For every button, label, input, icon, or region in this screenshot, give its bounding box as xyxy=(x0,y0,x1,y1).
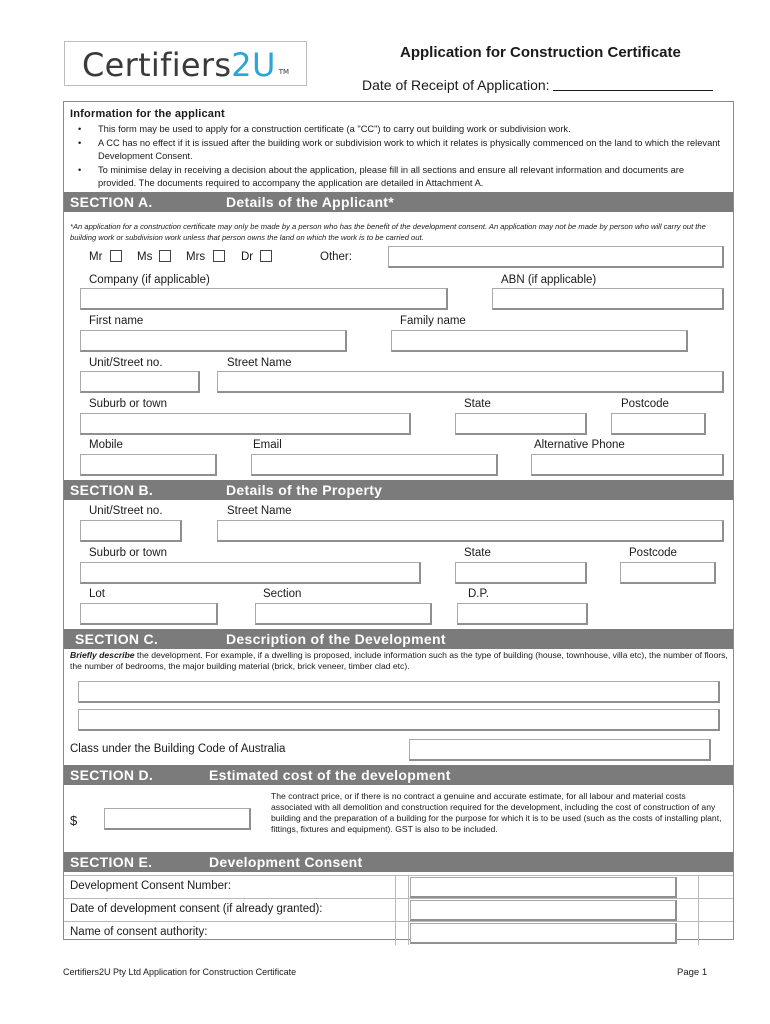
family-name-label: Family name xyxy=(400,315,466,327)
table-divider xyxy=(408,899,409,922)
lot-field[interactable] xyxy=(80,603,218,625)
family-name-field[interactable] xyxy=(391,330,688,352)
applicant-unit-label: Unit/Street no. xyxy=(89,357,163,369)
applicant-postcode-field[interactable] xyxy=(611,413,706,435)
logo-trademark: TM xyxy=(278,68,290,76)
table-divider xyxy=(408,922,409,945)
property-state-field[interactable] xyxy=(455,562,587,584)
bca-class-label: Class under the Building Code of Australia xyxy=(70,743,286,755)
alt-phone-label: Alternative Phone xyxy=(534,439,625,451)
currency-symbol: $ xyxy=(70,813,78,828)
table-divider xyxy=(408,876,409,899)
section-c-title: Description of the Development xyxy=(226,631,446,647)
property-street-field[interactable] xyxy=(217,520,724,542)
property-state-label: State xyxy=(464,547,491,559)
section-b-title: Details of the Property xyxy=(226,482,383,498)
section-c-note-text: the development. For example, if a dwelling is proposed, include information such as the type of building (house, townhouse, villa etc), the number of floors, the number of bedrooms, the major building material (brick, brick veneer, timber clad etc). xyxy=(70,650,728,671)
logo-main: Certifiers xyxy=(82,46,232,84)
first-name-field[interactable] xyxy=(80,330,347,352)
section-a-header xyxy=(64,192,733,212)
table-divider xyxy=(395,876,396,899)
consent-number-label: Development Consent Number: xyxy=(70,880,232,892)
title-mr-label: Mr xyxy=(89,251,103,263)
abn-label: ABN (if applicable) xyxy=(501,274,597,286)
section-d-number: SECTION D. xyxy=(70,767,154,783)
section-a-title: Details of the Applicant* xyxy=(226,194,395,210)
consent-date-label: Date of development consent (if already granted): xyxy=(70,903,323,915)
info-heading: Information for the applicant xyxy=(70,108,225,120)
email-label: Email xyxy=(253,439,282,451)
other-title-label: Other: xyxy=(320,251,352,263)
consent-row xyxy=(64,898,733,921)
applicant-unit-field[interactable] xyxy=(80,371,200,393)
title-mrs-checkbox[interactable] xyxy=(213,250,225,262)
email-field[interactable] xyxy=(251,454,498,476)
applicant-state-field[interactable] xyxy=(455,413,587,435)
table-divider xyxy=(395,922,396,945)
title-dr-checkbox[interactable] xyxy=(260,250,272,262)
footer-company-text: Certifiers2U Pty Ltd Application for Construction Certificate xyxy=(63,967,297,977)
applicant-postcode-label: Postcode xyxy=(621,398,669,410)
description-field-1[interactable] xyxy=(78,681,720,703)
applicant-street-label: Street Name xyxy=(227,357,292,369)
section-b-header xyxy=(64,480,733,500)
section-e-number: SECTION E. xyxy=(70,854,153,870)
section-field[interactable] xyxy=(255,603,432,625)
info-bullet: • To minimise delay in receiving a decision about the application, please fill in all sections and ensure all relevant information and documents are provided. The documents required to accompany the application are detailed in Attachment A. xyxy=(78,164,723,190)
title-ms-label: Ms xyxy=(137,251,153,263)
applicant-suburb-field[interactable] xyxy=(80,413,411,435)
section-c-note-lead: Briefly describe xyxy=(70,650,135,660)
info-bullet: • This form may be used to apply for a construction certificate (a "CC") to carry out building work or subdivision work. xyxy=(78,123,723,136)
document-title: Application for Construction Certificate xyxy=(400,44,681,61)
info-bullet: • A CC has no effect if it is issued after the building work or subdivision work to which it relates is physically commenced on the land to which the relevant Development Consent. xyxy=(78,137,723,163)
property-suburb-field[interactable] xyxy=(80,562,421,584)
page-number: Page 1 xyxy=(677,967,708,978)
table-divider xyxy=(698,922,699,945)
section-label: Section xyxy=(263,588,302,600)
property-unit-label: Unit/Street no. xyxy=(89,505,163,517)
section-d-note: The contract price, or if there is no contract a genuine and accurate estimate, for all labour and material costs associated with all demolition and construction required for the development, including the cost of construction of any building and the preparation of a building for the purpose for which it is to be used (such as the costs of installing plant, fittings, fixtures and equipment). GST is also to be included. xyxy=(271,791,722,834)
company-field[interactable] xyxy=(80,288,448,310)
section-c-note xyxy=(70,650,730,672)
section-d-header xyxy=(64,765,733,785)
property-street-label: Street Name xyxy=(227,505,292,517)
lot-label: Lot xyxy=(89,588,105,600)
table-divider xyxy=(395,899,396,922)
receipt-date-line[interactable] xyxy=(553,78,713,91)
title-mrs-label: Mrs xyxy=(186,251,206,263)
info-bullet-list xyxy=(78,123,723,191)
first-name-label: First name xyxy=(89,315,144,327)
mobile-label: Mobile xyxy=(89,439,123,451)
section-e-title: Development Consent xyxy=(209,854,363,870)
property-postcode-field[interactable] xyxy=(620,562,716,584)
consent-authority-label: Name of consent authority: xyxy=(70,926,208,938)
title-dr-label: Dr xyxy=(241,251,254,263)
property-unit-field[interactable] xyxy=(80,520,182,542)
bca-class-field[interactable] xyxy=(409,739,711,761)
other-title-field[interactable] xyxy=(388,246,724,268)
consent-authority-field[interactable] xyxy=(410,923,677,944)
title-ms-checkbox[interactable] xyxy=(159,250,171,262)
receipt-date-label: Date of Receipt of Application: xyxy=(362,77,550,93)
title-mr-checkbox[interactable] xyxy=(110,250,122,262)
application-form xyxy=(63,101,734,940)
property-postcode-label: Postcode xyxy=(629,547,677,559)
receipt-date-row xyxy=(362,77,713,93)
applicant-state-label: State xyxy=(464,398,491,410)
dp-field[interactable] xyxy=(457,603,588,625)
description-field-2[interactable] xyxy=(78,709,720,731)
section-d-title: Estimated cost of the development xyxy=(209,767,451,783)
section-a-note: *An application for a construction certificate may only be made by a person who has the benefit of the development consent. An application may not be made by person who will carry out the building work or subdivision work unless that person owns the land on which the work is to be carried out. xyxy=(70,222,706,242)
consent-date-field[interactable] xyxy=(410,900,677,921)
mobile-field[interactable] xyxy=(80,454,217,476)
section-a-number: SECTION A. xyxy=(70,194,153,210)
section-c-header xyxy=(64,629,733,649)
section-e-header xyxy=(64,852,733,872)
table-divider xyxy=(698,899,699,922)
table-divider xyxy=(698,876,699,899)
section-b-number: SECTION B. xyxy=(70,482,154,498)
logo-box xyxy=(64,41,307,86)
consent-row xyxy=(64,921,733,944)
section-c-number: SECTION C. xyxy=(75,631,159,647)
dp-label: D.P. xyxy=(468,588,489,600)
applicant-suburb-label: Suburb or town xyxy=(89,398,167,410)
property-suburb-label: Suburb or town xyxy=(89,547,167,559)
applicant-street-field[interactable] xyxy=(217,371,724,393)
logo-accent: 2U xyxy=(231,46,276,84)
alt-phone-field[interactable] xyxy=(531,454,724,476)
estimated-cost-field[interactable] xyxy=(104,808,251,830)
company-logo xyxy=(82,46,289,84)
abn-field[interactable] xyxy=(492,288,724,310)
consent-row xyxy=(64,875,733,898)
consent-number-field[interactable] xyxy=(410,877,677,898)
company-label: Company (if applicable) xyxy=(89,274,210,286)
